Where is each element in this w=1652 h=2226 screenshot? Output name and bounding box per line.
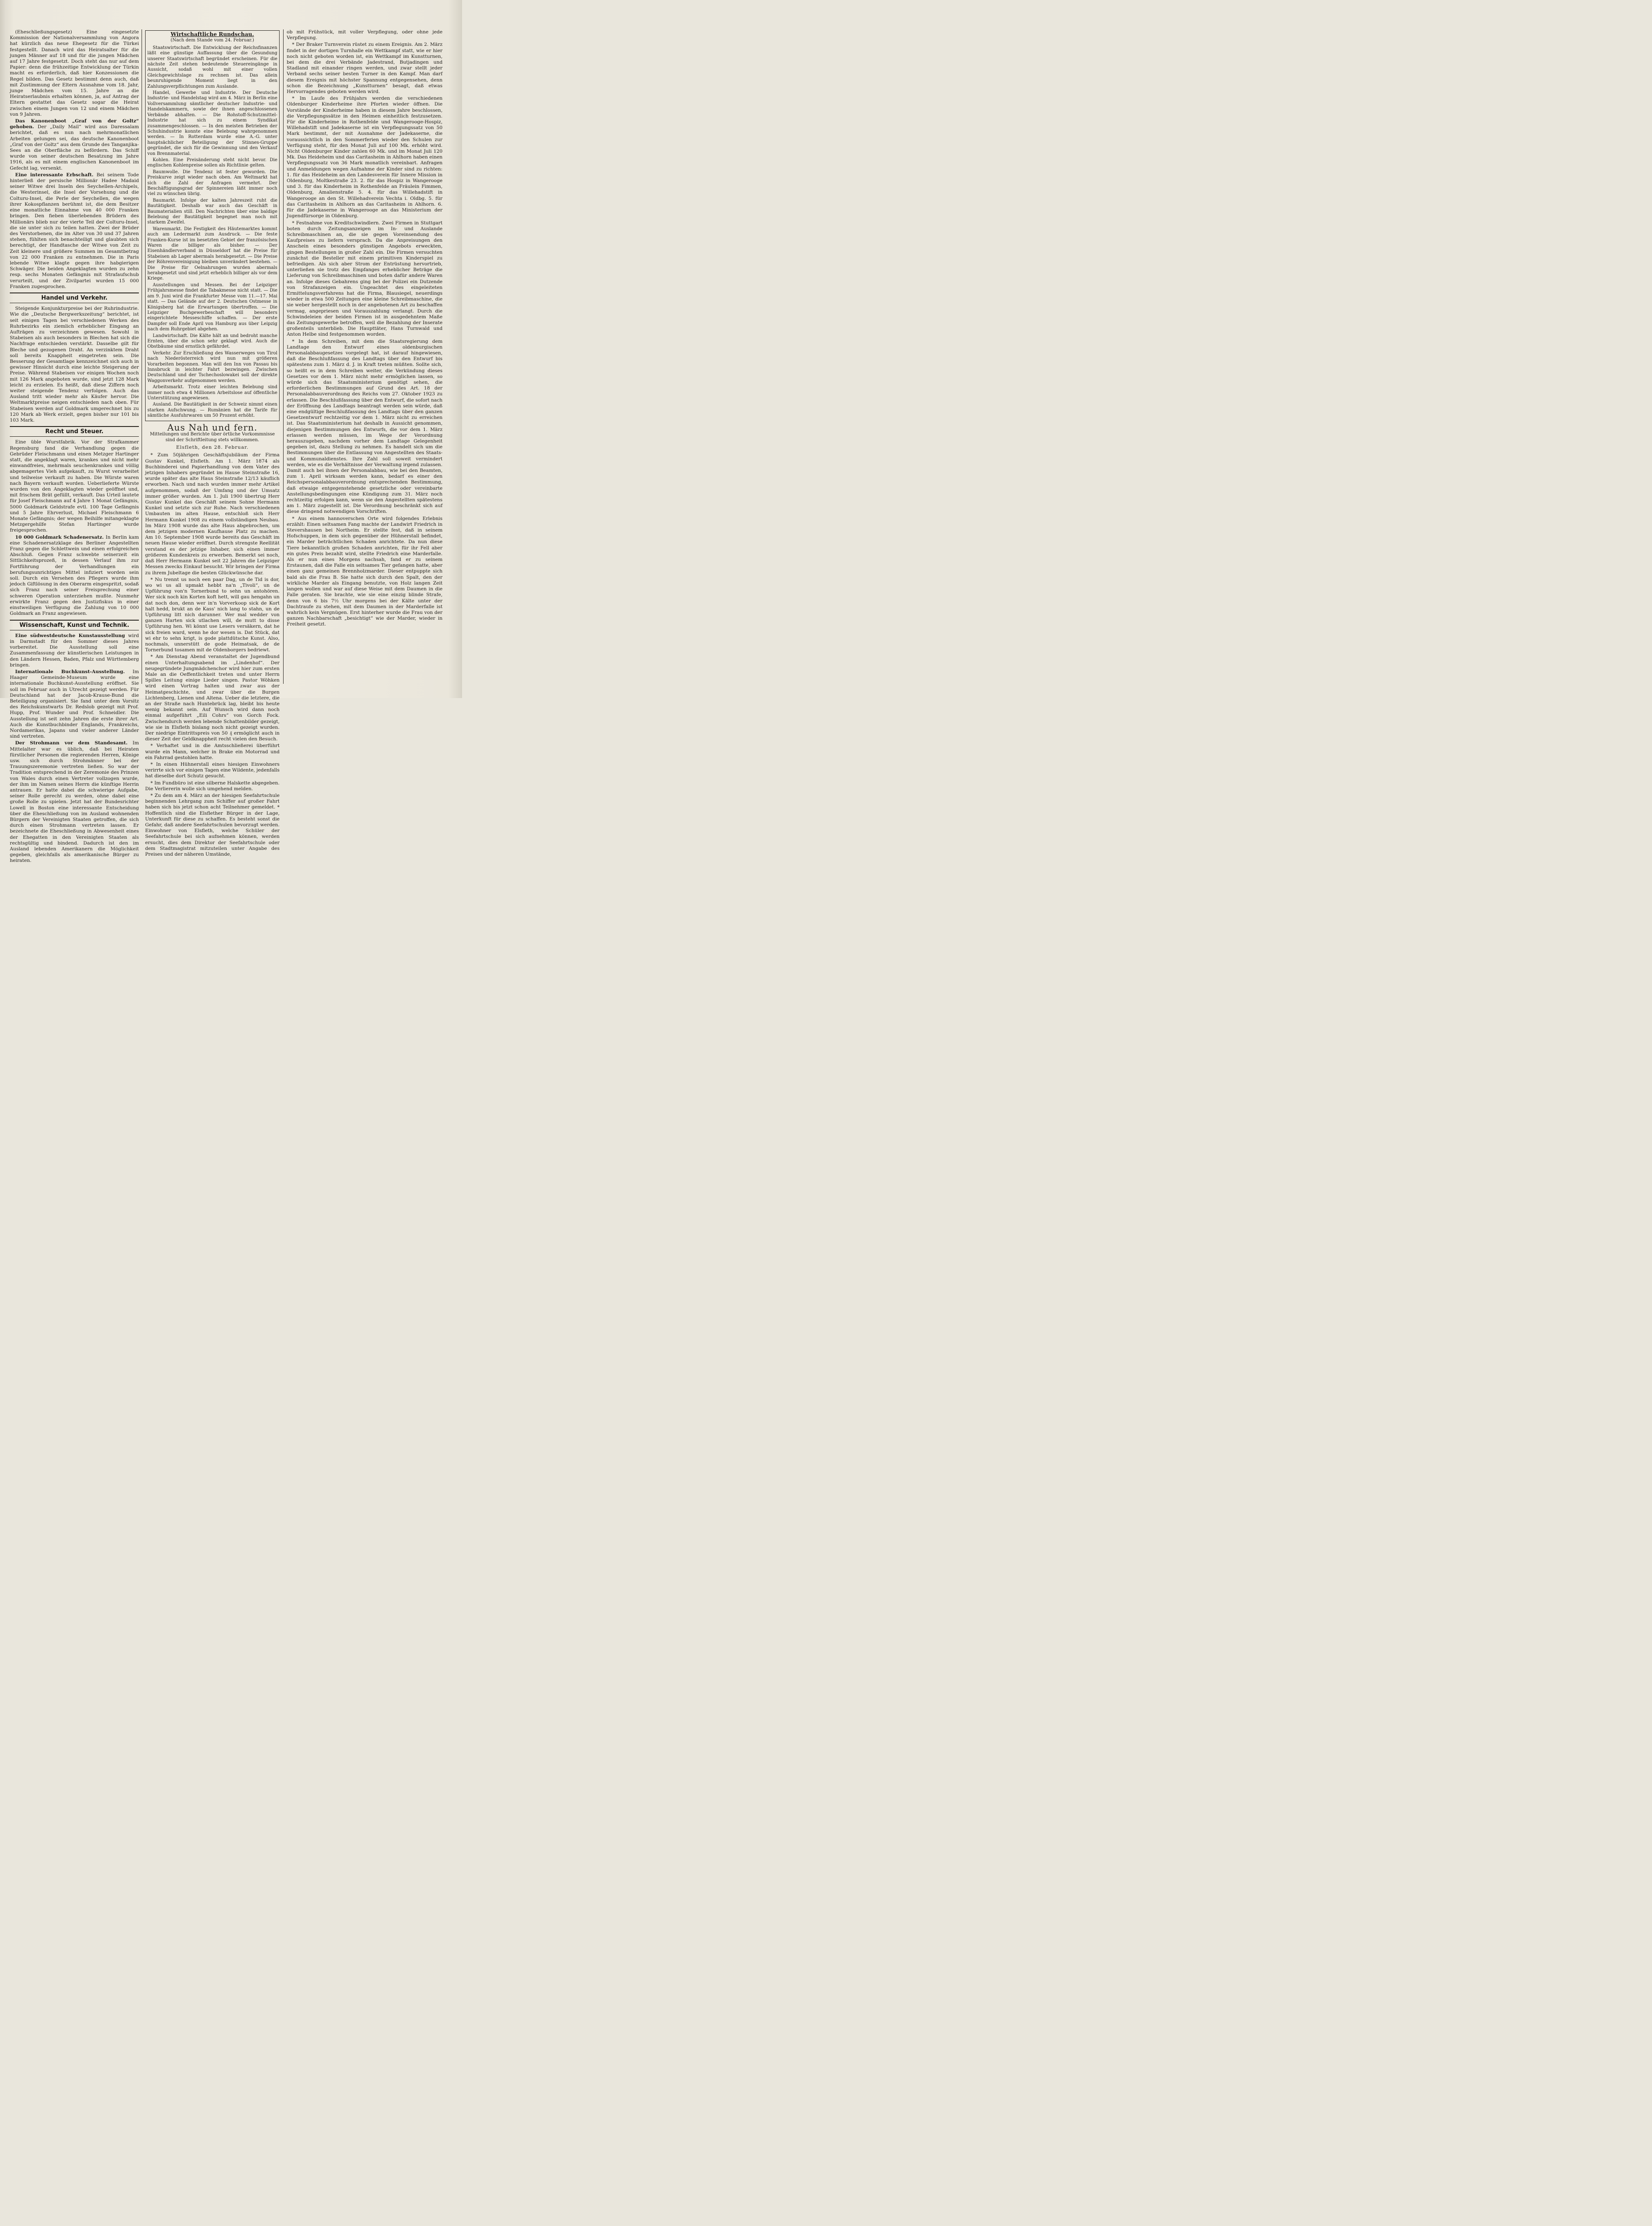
section-wissenschaft-kunst-technik: Wissenschaft, Kunst und Technik. [10,620,139,630]
article-halskette: * Im Fundbüro ist eine silberne Halskette abgegeben. Die Verliererin wolle sich umgehend melden. [145,780,280,792]
article-verpflegung-cont: ob mit Frühstück, mit voller Verpflegung, oder ohne jede Verpflegung. [287,29,442,41]
headline-kanonenboot: Das Kanonenboot „Graf von der Goltz“ gehoben. [10,118,139,130]
wirtschaft-landwirtschaft: Landwirtschaft. Die Kälte hält an und bedroht manche Ernten, über die schon sehr geklagt wird. Auch die Obstbäume sind ernstlich gefährdet. [147,333,277,349]
wirtschaft-baumwolle: Baumwolle. Die Tendenz ist fester geworden. Die Preiskurve zeigt wieder nach oben. Am Weltmarkt hat sich die Zahl der Anfragen vermehrt. Der Beschäftigungsgrad der Spinnereien läßt immer noch viel zu wünschen übrig. [147,169,277,197]
subheadline-stand: (Nach dem Stande vom 24. Februar.) [170,38,254,43]
article-konjunktur: Steigende Konjunkturpreise bei der Ruhrindustrie. Wie die „Deutsche Bergwerkszeitung“ berichtet, ist seit einigen Tagen bei verschiedenen Werken des Ruhrbezirks ein ziemlich erheblicher Eingang an Aufträgen zu verzeichnen gewesen. Sowohl in Stabeisen als auch besonders in Blechen hat sich die Nachfrage entschieden verstärkt. Dasselbe gilt für Bleche und gezogenen Draht. An verzinktem Draht soll bereits Knappheit eingetreten sein. Die Besserung der Gesamtlage kennzeichnet sich auch in gewisser Hinsicht durch eine leichte Steigerung der Preise. Während Stabeisen vor einigen Wochen noch mit 126 Mark angeboten wurde, sind jetzt 128 Mark leicht zu erzielen. Es heißt, daß diese Ziffern noch weiter steigende Tendenz verfolgen. Auch das Ausland tritt wieder mehr als Käufer hervor. Die Weltmarktpreise neigen entschieden nach oben. Für Stabeisen werden auf Goldmark umgerechnet bis zu 120 Mark ab Werk erzielt, gegen bisher nur 101 bis 103 Mark. [10,306,139,423]
article-jugendbund: * Am Dienstag Abend veranstaltet der Jugendbund einen Unterhaltungsabend im „Lindenhof“. Der neugegründete Jungmädchenchor wird hier zum ersten Male an die Oeffentlichkeit treten und unter Herrn Spilles Leitung einige Lieder singen. Pastor Wöhken wird einen Vortrag halten und zwar aus der Heimatgeschichte, und zwar über die Burgen Lichtenberg, Lienen und Altena. Ueber die letztere, die an der Straße nach Huntebrück lag, bleibt bis heute wenig bekannt sein. Auf Wunsch wird dann noch einmal aufgeführt „Eili Cohrs“ von Gorch Fock. Zwischendurch werden lebende Schattenbilder gezeigt, wie sie in Elsfleth bislang noch nicht gezeigt wurden. Der niedrige Eintrittspreis von 50 ₰ ermöglicht auch in dieser Zeit der Geldknappheit recht vielen den Besuch. [145,654,280,742]
article-kanonenboot: Das Kanonenboot „Graf von der Goltz“ gehoben. Der „Daily Mail“ wird aus Daressalam berichtet, daß es nun nach mehrmonatlichen Arbeiten gelungen sei, das deutsche Kanonenboot „Graf von der Goltz“ aus dem Grunde des Tanganjika-Sees an die Oberfläche zu befördern. Das Schiff wurde von seiner deutschen Besatzung im Jahre 1916, als es mit einem englischen Kanonenboot im Gefecht lag, versenkt. [10,118,139,171]
headline-schadenersatz: 10 000 Goldmark Schadenersatz. [15,534,104,540]
column-rule-2 [283,29,284,684]
column-1 [10,29,139,864]
section-recht-und-steuer: Recht und Steuer. [10,426,139,437]
article-kinderheime: * Im Laufe des Frühjahrs werden die verschiedenen Oldenburger Kinderheime ihre Pforten wieder öffnen. Die Vorstände der Kinderheime haben in diesem Jahre beschlossen, die Verpflegungssätze in den Heimen einheitlich festzusetzen. Für die Kinderheime in Rothenfelde und Wangerooge-Hospiz, Willehadstift und Jadekaserne ist ein Verpflegungssatz von 50 Mark bestimmt, der mit Ausnahme der Jadekaserne, die voraussichtlich in den Sommerferien wieder den Schulen zur Verfügung steht, für den Monat Juli auf 100 Mk. erhöht wird. Nicht Oldenburger Kinder zahlen 60 Mk. und im Monat Juli 120 Mk. Das Heideheim und das Caritasheim in Ahlhorn haben einen Verpflegungssatz von 36 Mark monatlich vereinbart. Anfragen und Anmeldungen wegen Aufnahme der Kinder sind zu richten: 1. für das Heideheim an den Landesverein für Innere Mission in Oldenburg, Moltkestraße 23. 2. für das Hospiz in Wangerooge und 3. für das Kinderheim in Rothenfelde an Fräulein Fimmen, Oldenburg, Amalienstraße 5. 4. für das Willehadstift in Wangerooge an den St. Willehadverein Vechta i. Oldbg. 5. für das Caritasheim in Ahlhorn an das Caritasheim in Ahlhorn. 6. für die Jadekaserne in Wangerooge an das Ministerium der Jugendfürsorge in Oldenburg. [287,96,442,219]
section-handel-und-verkehr: Handel und Verkehr. [10,292,139,303]
article-seefahrtschule: * Zu dem am 4. März an der hiesigen Seefahrtschule beginnenden Lehrgang zum Schiffer auf großer Fahrt haben sich bis jetzt schon acht Teilnehmer gemeldet. * Hoffentlich sind die Elsflether Bürger in der Lage, Unterkunft für diese zu schaffen. Es besteht sonst die Gefahr, daß andere Seefahrtschulen bevorzugt werden. Einwohner von Elsfleth, welche Schüler der Seefahrtschule bei sich aufnehmen können, werden ersucht, dies dem Direktor der Seefahrtschule oder dem Stadtmagistrat mitzuteilen unter Angabe des Preises und der näheren Umstände, [145,793,280,857]
article-tivoli: * Nu trennt us noch een paar Dag, un de Tid is dor, wo wi us all upmakt hebbt na'n „Tivoli“, un de Upführung von'n Tornerbund to sehn un antohören. Wer sick noch kin Korten koft hett, will gau hengahn un dat noch don, denn wer in'n Vorverkoop sick de Kort halt hedd, brukt an de Kass' nich lang to stahn, un de Upführung litt nich darunner. Wer mal wedder von ganzen Harten sick utlachen will, de mutt to disse Upführung hen. Wi könnt use Lesers versäkern, dat he sick freien ward, wenn he dor wesen is. Dat Stück, dat wi ehr to sehn krigt, is gode plattdütsche Kunst. Also, nochmals, unnerstütt de gode Heimatsak, de de Tornerbund tosamen mit de Oldenborgers bedriewt. [145,577,280,653]
binding-edge [0,0,6,698]
headline-aus-nah-und-fern: Aus Nah und fern. [167,422,258,433]
dateline: Elsfleth, den 28. Februar. [176,445,249,451]
wirtschaft-kohlen: Kohlen. Eine Preisänderung steht nicht bevor. Die englischen Kohlenpreise sollen als Richtlinie gelten. [147,157,277,168]
wirtschaft-baumarkt: Baumarkt. Infolge der kalten Jahreszeit ruht die Bautätigkeit. Deshalb war auch das Geschäft in Baumaterialien still. Den Nachrichten über eine baldige Belebung der Bautätigkeit begegnet man noch mit starkem Zweifel. [147,198,277,225]
article-turnverein: * Der Braker Turnverein rüstet zu einem Ereignis. Am 2. März findet in der dortigen Turnhalle ein Wettkampf statt, wie er hier noch nicht geboten worden ist, ein Wettkampf im Kunstturnen, bei dem die drei Verbände Jadestrand, Butjadingen und Stadland mit einander ringen werden, und zwar stellt jeder Verband sechs seiner besten Turner in den Kampf. Man darf diesem Ereignis mit höchster Spannung entgegensehen, denn schon die Bezeichnung „Kunstturnen“ besagt, daß etwas Hervorragendes geboten werden wird. [287,42,442,95]
newspaper-page [0,0,462,864]
wirtschaft-handel: Handel, Gewerbe und Industrie. Der Deutsche Industrie- und Handelstag wird am 4. März in Berlin eine Vollversammlung sämtlicher deutscher Industrie- und Handelskammern, sowie der ihnen angeschlossenen Verbände abhalten. — Die Rohstoff-Schutzmittel-Industrie hat sich zu einem Syndikat zusammengeschlossen. — In den meisten Betrieben der Schuhindustrie konnte eine Belebung wahrgenommen werden. — In Rotterdam wurde eine A.-G. unter hauptsächlicher Beteiligung der Stinnes-Gruppe gegründet, die sich für die Gewinnung und den Verkauf von Brennmaterial. [147,90,277,156]
column-2 [145,29,280,857]
column-3 [287,29,442,688]
article-schadenersatz: 10 000 Goldmark Schadenersatz. In Berlin kam eine Schadenersatzklage des Berliner Angestellten Franz gegen die Schlettwein und einen erfolgreichen Abschluß. Gegen Franz schwebte seinerzeit ein Sittlichkeitsprozeß, in dessen Verlauf ihm zur Fortführung der Verhandlungen ein berufungsunrichtiges Mittel infiziert worden sein soll. Durch ein Versehen des Pflegers wurde ihm jedoch Giftlösung in den Oberarm eingespritzt, sodaß sich Franz nach seiner Freisprechung einer schweren Operation unterziehen mußte. Nunmehr erwirkte Franz gegen den Justizfiskus in einer einstweiligen Verfügung die Zahlung von 10 000 Goldmark an Franz angewiesen. [10,534,139,617]
article-strohmann: Der Strohmann vor dem Standesamt. Im Mittelalter war es üblich, daß bei Heiraten fürstlicher Personen die regierenden Herren, Könige usw. sich durch Strohmänner bei der Trauungszeremonie vertreten ließen. So war der Tradition entsprechend in der Zeremonie des Prinzen von Wales durch einen Vertreter vollzogen wurde, der ihm im Namen seines Herrn die künftige Herrin antrauen. Er hatte dabei die schwierige Aufgabe, seiner Rolle gerecht zu werden, ohne dabei eine große Rolle zu spielen. Jetzt hat der Bundesrichter Lowell in Boston eine interessante Entscheidung über die Eheschließung von im Ausland wohnenden Bürgern der Vereinigten Staaten getroffen, die sich durch einen Strohmann vertreten lassen. Er bezeichnete die Eheschließung in Abwesenheit eines der Ehegatten in den Vereinigten Staaten als rechtsgültig und bindend. Dadurch ist den im Ausland lebenden Amerikanern die Möglichkeit gegeben, gleichfalls als amerikanische Bürger zu heiraten. [10,740,139,864]
wirtschaft-ausland: Ausland. Die Bautätigkeit in der Schweiz nimmt einen starken Aufschwung. — Rumänien hat die Tarife für sämtliche Ausfuhrwaren um 50 Prozent erhöht. [147,402,277,418]
headline-buchkunst: Internationale Buchkunst-Ausstellung. [15,669,125,674]
article-kunkel-jubilaeum: * Zum 50jährigen Geschäftsjubiläum der Firma Gustav Kunkel, Elsfleth. Am 1. März 1874 als Buchbinderei und Papierhandlung von dem Vater des jetzigen Inhabers gegründet im Hause Steinstraße 16, wurde später das alte Haus Steinstraße 12/13 käuflich erworben. Nach und nach wurden immer mehr Artikel aufgenommen, sodaß der Umfang und der Umsatz immer größer wurden. Am 1. Juli 1900 übertrug Herr Gustav Kunkel das Geschäft seinem Sohne Hermann Kunkel und setzte sich zur Ruhe. Nach verschiedenen Umbauten im alten Hause, entschloß sich Herr Hermann Kunkel 1908 zu einem vollständigen Neubau. Im März 1908 wurde das alte Haus abgebrochen, um dem jetzigen modernen Kaufhause Platz zu machen. Am 10. September 1908 wurde bereits das Geschäft im neuen Hause wieder eröffnet. Durch strengste Reellität verstand es der jetzige Inhaber, sich einen immer größeren Kundenkreis zu erwerben. Bemerkt sei noch, daß Herr Hermann Kunkel seit 22 Jahren die Leipziger Messen zwecks Einkauf besucht. Wir bringen der Firma zu ihrem Jubeltage die besten Glückwünsche dar. [145,452,280,576]
subheadline-mitteilungen: Mitteilungen und Berichte über örtliche Vorkommnisse sind der Schriftleitung stets willkommen. [150,431,275,443]
article-wurstfabrik: Eine üble Wurstfabrik. Vor der Strafkammer Regensburg fand die Verhandlung gegen die Gebrüder Fleischmann und einen Metzger Hartinger statt, die angeklagt waren, krankes und nicht mehr einwandfreies, mehrmals seuchenkrankes und völlig abgemagertes Vieh aufgekauft, zu Wurst verarbeitet und teilweise verkauft zu haben. Die Würste waren nach Bayern verkauft worden. Ueberlieferte Würste wurden von den Angeklagten wieder geöffnet und, mit frischem Brät gefüllt, verkauft. Das Urteil lautete für Josef Fleischmann auf 4 Jahre 1 Monat Gefängnis, 5000 Goldmark Geldstrafe evtl. 100 Tage Gefängnis und 5 Jahre Ehrverlust, Michael Fleischmann 6 Monate Gefängnis; der wegen Beihilfe mitangeklagte Metzgergehilfe Stefan Hartinger wurde freigesprochen. [10,439,139,533]
article-erbschaft: Eine interessante Erbschaft. Bei seinem Tode hinterließ der persische Millionär Hadee Madaid seiner Witwe drei Inseln des Seychellen-Archipels, die Westerinsel, die Insel der Vorsehung und die Colturu-Insel, die Perle der Seychellen, die wegen ihrer Kokospflanzen berühmt ist, die dem Besitzer eine monatliche Einnahme von 40 000 Franken bringen. Den fieben überlebenden Brüdern des Millionärs blieb nur der vierte Teil der Colturu-Insel, die sie unter sich zu teilen hatten. Zwei der Brüder des Verstorbenen, die im Alter von 30 und 37 Jahren stehen, fühlten sich benachteiligt und glaubten sich berechtigt, der Handtasche der Witwe von Zeit zu Zeit kleinere und größere Summen im Gesamtbetrag von 22 000 Franken zu entnehmen. Die in Paris lebende Witwe klagte gegen ihre habgierigen Schwäger. Die beiden Angeklagten wurden zu zehn resp. sechs Monaten Gefängnis mit Strafaufschub verurteilt, und der Zivilpartei wurden 15 000 Franken zugesprochen. [10,172,139,289]
article-kreditschwindler: * Festnahme von Kreditschwindlern. Zwei Firmen in Stuttgart boten durch Zeitungsanzeigen im In- und Auslande Schreibmaschinen an, die sie gegen Voreinsendung des Kaufpreises zu liefern versprach. Da die Anpreisungen den Anschein eines besonders günstigen Angebots erweckten, gingen Bestellungen in großer Zahl ein. Die Firmen versuchten zunächst die Besteller mit einem primitiven Kinderspiel zu befriedigen. Als sich aber Strom der Entrüstung hervortrieb, unterließen sie trotz des Empfanges erheblicher Beträge die Lieferung von Schreibmaschinen und boten dafür andere Waren an. Infolge dieses Gebahrens ging bei der Polizei ein Dutzende von Strafanzeigen ein. Ungeachtet des eingeleiteten Ermittelungsverfahrens hat die Firma, Blausiegel, neuerdings wieder in etwa 500 Zeitungen eine kleine Schreibmaschine, die sie weber hergestellt noch in der angebotenen Art zu beschaffen vermag, angepriesen und Vorauszahlung verlangt. Durch die Schwindeleien der beiden Firmen ist in ausgedehntem Maße das Zeitungsgewerbe betroffen, weil die Bezahlung der Inserate großenteils unterblieb. Die Haupttäter, Hans Turnwald und Anton Helbe sind festgenommen worden. [287,220,442,337]
headline-wirtschaftliche-rundschau: Wirtschaftliche Rundschau. [170,31,254,37]
headline-strohmann: Der Strohmann vor dem Standesamt. [15,740,128,746]
wirtschaft-staatswirtschaft: Staatswirtschaft. Die Entwicklung der Reichsfinanzen läßt eine günstige Auffassung über die Gesundung unserer Staatswirtschaft begründet erscheinen. Für die nächste Zeit stehen bedeutende Steuereingänge in Aussicht, sodaß wohl mit einer vollen Gleichgewichtslage zu rechnen ist. Das allein beunruhigende Moment liegt in den Zahlungsverpflichtungen zum Auslande. [147,45,277,89]
headline-kunstausstellung: Eine südwestdeutsche Kunstausstellung [15,633,125,638]
wirtschaft-arbeitsmarkt: Arbeitsmarkt. Trotz einer leichten Belebung sind immer noch etwa 4 Millionen Arbeitslose auf öffentliche Unterstützung angewiesen. [147,385,277,401]
headline-erbschaft: Eine interessante Erbschaft. [15,172,93,178]
article-ehegesetz: (Eheschließungsgesetz) Eine eingesetzte Kommission der Nationalversammlung von Angora hat kürzlich das neue Ehegesetz für die Türkei festgestellt. Danach wird das Heiratsalter für die jungen Männer auf 18 und für die jungen Mädchen auf 17 Jahre festgesetzt. Doch steht das nur auf dem Papier: denn die frühzeitige Entwicklung der Türkin macht es erforderlich, daß hier Konzessionen die Regel bilden. Das Gesetz bestimmt denn auch, daß mit Zustimmung der Eltern Ausnahme vom 18. Jahr, junge Mädchen vom 15. Jahre an die Heiratserlaubnis erhalten können, ja, auf Antrag der Eltern gestattet das Gesetz sogar die Heirat zwischen einem Jungen von 12 und einem Mädchen von 9 Jahren. [10,29,139,117]
article-kunstausstellung: Eine südwestdeutsche Kunstausstellung wird in Darmstadt für den Sommer dieses Jahres vorbereitet. Die Ausstellung soll eine Zusammenfassung der künstlerischen Leistungen in den Ländern Hessen, Baden, Pfalz und Württemberg bringen. [10,633,139,668]
article-wildente: * In einen Hühnerstall eines hiesigen Einwohners verirrte sich vor einigen Tagen eine Wildente, jedenfalls hat dieselbe dort Schutz gesucht. [145,762,280,779]
article-personalabbau: * In dem Schreiben, mit dem die Staatsregierung dem Landtage den Entwurf eines oldenburgischen Personalabbaugesetzes vorgelegt hat, ist darauf hingewiesen, daß die Beschlußfassung des Landtags über den Entwurf bis spätestens zum 1. März d. J. in Kraft treten müßten. Sollte sich, so heißt es in dem Schreiben weiter, die Verkündung dieses Gesetzes vor dem 1. März nicht mehr ermöglichen lassen, so würde sich das Staatsministerium genötigt sehen, die erforderlichen Bestimmungen auf Grund des Art. 18 der Personalabbauverordnung des Reichs vom 27. Oktober 1923 zu erlassen. Die Beschlußfassung über den Entwurf, die sofort nach der Eröffnung des Landtags beantragt werden sein würde, daß eine endgültige Beschlußfassung des Landtags über den ganzen Gesetzentwurf rechtzeitig vor dem 1. März nicht zu erreichen ist. Das Staatsministerium hat deshalb in Aussicht genommen, diejenigen Bestimmungen des Entwurfs, die vor dem 1. März erlassen werden müssen, im Wege der Verordnung herauszugeben, nachdem vorher dem Landtage Gelegenheit gegeben ist, dazu Stellung zu nehmen. Es handelt sich um die Bestimmungen über die Entlassung von Angestellten des Staats- und Kommunaldienstes. Ihre Zahl soll soweit vermindert werden, wie es die Verhältnisse der Verwaltung irgend zulassen. Damit auch bei ihnen der Personalabbau, wie bei den Beamten, zum 1. April wirksam werden kann, bedarf es einer den Reichspersonalabbauverordnung entsprechenden Bestimmung, daß etwaige entgegenstehende gesetzliche oder vereinbarte Anstellungsbedingungen eine Kündigung zum 31. März noch rechtzeitig erfolgen kann, wenn sie den Angestellten spätestens am 1. März zugestellt ist. Die Verordnung beschränkt sich auf diese dringend notwendigen Vorschriften. [287,338,442,515]
wirtschaft-messen: Ausstellungen und Messen. Bei der Leipziger Frühjahrsmesse findet die Tabakmesse nicht statt. — Die am 9. Juni wird die Frankfurter Messe vom 11.—17. Mai statt. — Das Gelände auf der 2. Deutschen Ostmesse in Königsberg hat die Erwartungen übertroffen. — Die Leipziger Buchgewerbeschaft will besonders eingerichtete Messeschiffe schaffen. — Der erste Dampfer soll Ende April von Hamburg aus über Leipzig nach dem Ruhrgebiet abgehen. [147,282,277,332]
wirtschaft-warenmarkt: Warenmarkt. Die Festigkeit des Häutemarktes kommt auch am Ledermarkt zum Ausdruck. — Die feste Franken-Kurse ist im besetzten Gebiet der französischen Waren die billiger als bisher. — Der Eisenhändlerverband in Düsseldorf hat die Preise für Stabeisen ab Lager abermals herabgesetzt. — Die Preise der Röhrenvereinigung bleiben unverändert bestehen. — Die Preise für Oelnahrungen wurden abermals herabgesetzt und sind jetzt erheblich billiger als vor dem Kriege. [147,226,277,281]
article-verhaftet: * Verhaftet und in die Amtsschließerei überführt wurde ein Mann, welcher in Brake ein Motorrad und ein Fahrrad gestohlen hatte. [145,743,280,760]
article-marderfalle: * Aus einem hannoverschen Orte wird folgendes Erlebnis erzählt: Einen seltsamen Fang machte der Landwirt Friedrich in Stevershausen bei Northeim. Er stellte fest, daß in seinem Hofschuppen, in dem sich gegenüber der Hühnerstall befindet, ein Marder beträchtlichen Schaden anrichtete. Da nun diese Tiere bekanntlich großen Schaden anrichten, für ihr Fell aber ein gutes Preis bezahlt wird, stellte Friedrich eine Marderfalle. Als er nun eines Morgens nachsah, fand er zu seinem Erstaunen, daß die Falle ein seltsames Tier gefangen hatte, aber einen ganz gemeinen Brennholzmarder. Dieser entpuppte sich bald als die Frau B. Sie hatte sich durch den Spalt, den der wirkliche Marder als Eingang benutzte, von Holz langen Zeit langen wollen und war auf diese Weise mit dem Daumen in die Falle geraten. Sie brachte, wie sie eine einzig blinde Strafe, denn von 6 bis 7½ Uhr morgens bei der Kälte unter der Dachtraufe zu stehen, mit dem Daumen in der Marderfalle ist wahrlich kein Vergnügen. Erst hinterher wurde die Frau von der ganzen Nachbarschaft „besichtigt“ wie der Marder, wieder in Freiheit gesetzt. [287,516,442,627]
wirtschaft-box [145,30,280,421]
article-buchkunst: Internationale Buchkunst-Ausstellung. Im Haager Gemeinde-Museum wurde eine internationale Buchkunst-Ausstellung eröffnet. Sie soll im Februar auch in Utrecht gezeigt werden. Für Deutschland hat der Jacob-Krause-Bund die Beteiligung organisiert. Sie fand unter dem Vorsitz des Reichskunstwarts Dr. Redslob gezeigt mit Prof. Hupp, Prof. Wunder und Prof. Schneidler. Die Ausstellung ist seit zehn Jahren die erste ihrer Art. Auch die Kunstbuchbinder Englands, Frankreichs, Nordamerikas, Japans und vieler anderer Länder sind vertreten. [10,669,139,739]
wirtschaft-verkehr: Verkehr. Zur Erschließung des Wasserweges von Tirol nach Niederösterreich wird nun mit größeren Vorarbeiten begonnen. Man will den Inn von Passau bis Innsbruck in leichter Fahrt bezwingen. Zwischen Deutschland und der Tschechoslowakei soll der direkte Waggonverkehr aufgenommen werden. [147,350,277,383]
